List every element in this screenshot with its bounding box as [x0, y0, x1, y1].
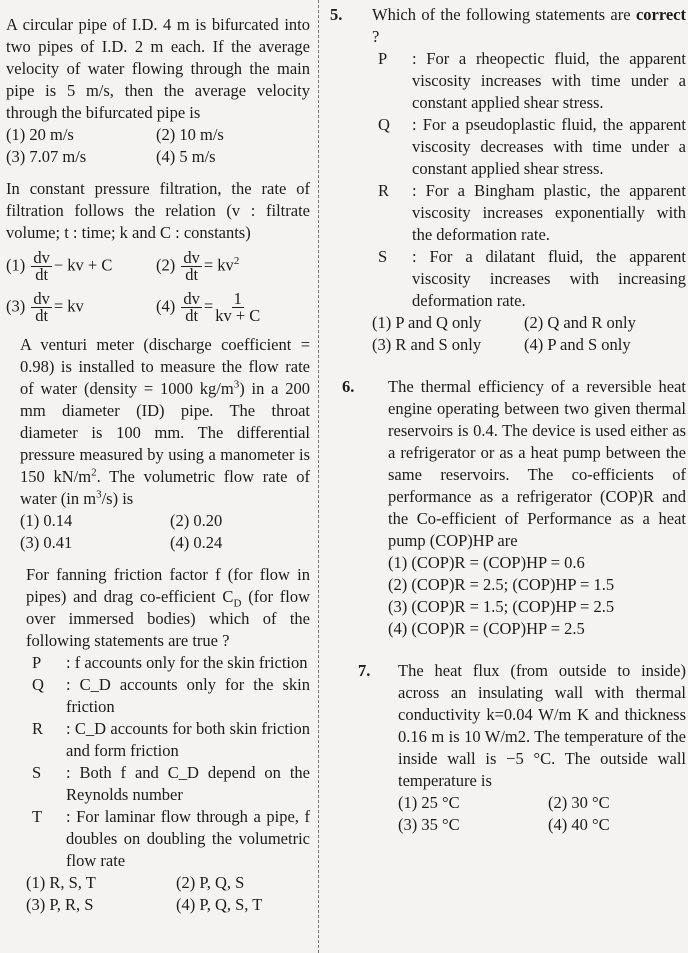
q4-statement-p	[26, 652, 310, 674]
question-6-stem: The thermal efficiency of a reversible heat engine operating between two given thermal reservoirs is 0.4. The device is used either as a refrigerator or as a heat pump between the same reservoirs. The co-efficients of performance as a refrigerator (COP)R and the Co-efficient of Performance as a heat pump (COP)HP are	[388, 377, 686, 550]
q4-statement-q	[26, 674, 310, 718]
frac-den: kv + C	[215, 306, 261, 325]
question-2-options	[6, 250, 310, 324]
q3-stem-d: /s) is	[101, 489, 134, 508]
q7-option-4[interactable]: (4) 40 °C	[548, 815, 610, 834]
statement-text: : C_D accounts only for the skin friction	[66, 675, 310, 716]
statement-label: S	[32, 763, 42, 782]
statement-text: : For a pseudoplastic fluid, the apparent viscosity decreases with time under a constant applied shear stress.	[412, 115, 686, 178]
q2-option-1-rest: − kv + C	[53, 255, 113, 275]
q2-option-4-label: (4)	[156, 296, 176, 316]
question-5-stem	[372, 4, 686, 48]
q2-option-4-rhs-fraction	[215, 291, 260, 324]
q3-option-1[interactable]: (1) 0.14	[20, 511, 73, 530]
q5-stem-end: ?	[372, 27, 380, 46]
q3-option-4[interactable]: (4) 0.24	[170, 533, 223, 552]
q3-option-3[interactable]: (3) 0.41	[20, 533, 73, 552]
q7-option-3[interactable]: (3) 35 °C	[398, 815, 460, 834]
q5-stem-bold: correct	[635, 5, 687, 24]
statement-text: : For a Bingham plastic, the apparent viscosity increases exponentially with the deformation rate.	[412, 181, 686, 244]
frac-den: dt	[35, 306, 49, 325]
statement-label: Q	[378, 115, 390, 134]
frac-den: dt	[35, 265, 49, 284]
q2-option-3[interactable]	[6, 291, 156, 324]
statement-label: R	[378, 181, 390, 200]
frac-num: dv	[183, 289, 200, 308]
frac-den: dt	[185, 306, 199, 325]
question-7-options	[398, 792, 686, 836]
statement-label: P	[378, 49, 388, 68]
q4-stem-a: For fanning friction factor f (for flow in pipes) and drag co-efficient C	[26, 565, 310, 606]
question-3-stem	[20, 334, 310, 510]
frac-num: dv	[33, 289, 50, 308]
q2-option-2-label: (2)	[156, 255, 176, 275]
q4-statement-r	[26, 718, 310, 762]
q2-option-3-rest: = kv	[53, 296, 84, 316]
q3-sup-2: 2	[91, 466, 97, 479]
left-column	[6, 0, 311, 914]
q5-statement-r	[372, 180, 686, 246]
question-5-number: 5.	[330, 5, 343, 24]
question-6-number: 6.	[342, 377, 355, 396]
question-7	[330, 660, 686, 836]
q4-option-4[interactable]: (4) P, Q, S, T	[176, 895, 263, 914]
q2-option-2-sup: 2	[233, 254, 240, 267]
q2-option-1[interactable]	[6, 250, 156, 283]
statement-label: Q	[32, 675, 44, 694]
q4-statement-s	[26, 762, 310, 806]
q4-option-3[interactable]: (3) P, R, S	[26, 895, 94, 914]
question-4-stem	[26, 564, 310, 652]
q2-option-2-fraction	[181, 250, 202, 283]
right-column	[330, 0, 687, 834]
q5-option-4[interactable]: (4) P and S only	[524, 335, 631, 354]
question-6	[330, 376, 686, 640]
q6-option-4[interactable]: (4) (COP)R = (COP)HP = 2.5	[388, 619, 585, 638]
q7-option-1[interactable]: (1) 25 °C	[398, 793, 460, 812]
question-7-number: 7.	[358, 661, 371, 680]
question-1	[6, 14, 310, 168]
statement-text: : For a rheopectic fluid, the apparent viscosity increases with time under a constant applied shear stress.	[412, 49, 686, 112]
statement-label: R	[32, 719, 44, 738]
question-1-stem: A circular pipe of I.D. 4 m is bifurcated into two pipes of I.D. 2 m each. If the average velocity of water flowing through the main pipe is 5 m/s, then the average velocity through the bifurcated pipe is	[6, 15, 310, 122]
q4-statement-t	[26, 806, 310, 872]
q1-option-4[interactable]: (4) 5 m/s	[156, 147, 216, 166]
question-7-stem: The heat flux (from outside to inside) across an insulating wall with thermal conductivity k=0.04 W/m K and thickness 0.16 m is 10 W/m2. The temperature of the inside wall is −5 °C. The outside wall temperature is	[398, 661, 686, 790]
q5-stem-a: Which of the following statements are	[372, 5, 631, 24]
q5-statement-s	[372, 246, 686, 312]
question-5	[330, 4, 686, 356]
question-2	[6, 178, 310, 324]
q2-option-4-fraction	[181, 291, 202, 324]
q1-option-3[interactable]: (3) 7.07 m/s	[6, 147, 87, 166]
q3-sup-1: 3	[233, 378, 240, 391]
question-2-stem: In constant pressure filtration, the rate of filtration follows the relation (v : filtrate volume; t : time; k and C : constants)	[6, 179, 310, 242]
frac-num: 1	[233, 289, 242, 308]
q6-option-1[interactable]: (1) (COP)R = (COP)HP = 0.6	[388, 553, 585, 572]
q3-stem-a: A venturi meter (discharge coefficient = 0.98) is installed to measure the flow rate of water (density = 1000 kg/m	[20, 335, 310, 398]
column-divider	[318, 0, 319, 953]
q4-stem-sub: D	[233, 597, 242, 610]
statement-label: T	[32, 807, 43, 826]
q1-option-2[interactable]: (2) 10 m/s	[156, 125, 224, 144]
question-4	[6, 564, 310, 916]
frac-num: dv	[183, 248, 200, 267]
statement-label: S	[378, 247, 388, 266]
q7-option-2[interactable]: (2) 30 °C	[548, 793, 610, 812]
statement-text: : f accounts only for the skin friction	[66, 653, 308, 672]
statement-text: : For a dilatant fluid, the apparent viscosity increases with increasing deformation rate.	[412, 247, 686, 310]
q6-option-3[interactable]: (3) (COP)R = 1.5; (COP)HP = 2.5	[388, 597, 615, 616]
q3-stem-b: ) in a 200 mm diameter (ID) pipe. The throat diameter is 100 mm. The differential pressure measured by using a manometer is 150 kN/m	[20, 379, 310, 486]
statement-text: : For laminar flow through a pipe, f doubles on doubling the volumetric flow rate	[66, 807, 310, 870]
q5-statement-q	[372, 114, 686, 180]
q3-stem-c: . The volumetric flow rate of water (in m	[20, 467, 310, 508]
statement-text: : C_D accounts for both skin friction and form friction	[66, 719, 310, 760]
q2-option-1-fraction	[31, 250, 52, 283]
q5-statement-p	[372, 48, 686, 114]
q2-option-1-label: (1)	[6, 255, 26, 275]
q2-option-4-eq: =	[203, 296, 214, 316]
q2-option-4[interactable]	[156, 291, 310, 324]
frac-den: dt	[185, 265, 199, 284]
statement-text: : Both f and C_D depend on the Reynolds number	[66, 763, 310, 804]
q2-option-3-fraction	[31, 291, 52, 324]
q4-option-2[interactable]: (2) P, Q, S	[176, 873, 245, 892]
q2-option-2-rest: = kv	[203, 255, 234, 275]
q6-option-2[interactable]: (2) (COP)R = 2.5; (COP)HP = 1.5	[388, 575, 615, 594]
q1-option-1[interactable]: (1) 20 m/s	[6, 125, 74, 144]
q4-stem-b: (for flow over immersed bodies) which of the following statements are true ?	[26, 587, 311, 650]
question-3	[6, 334, 310, 554]
q4-option-1[interactable]: (1) R, S, T	[26, 873, 96, 892]
q2-option-2[interactable]	[156, 250, 310, 283]
q5-option-2[interactable]: (2) Q and R only	[524, 313, 636, 332]
q5-option-1[interactable]: (1) P and Q only	[372, 313, 482, 332]
q2-option-3-label: (3)	[6, 296, 26, 316]
q3-option-2[interactable]: (2) 0.20	[170, 511, 223, 530]
q3-sup-3: 3	[96, 488, 102, 501]
statement-label: P	[32, 653, 42, 672]
q5-option-3[interactable]: (3) R and S only	[372, 335, 482, 354]
question-1-options	[6, 124, 310, 168]
question-5-options	[372, 312, 686, 356]
question-3-options	[20, 510, 310, 554]
frac-num: dv	[33, 248, 50, 267]
question-4-options	[26, 872, 310, 916]
